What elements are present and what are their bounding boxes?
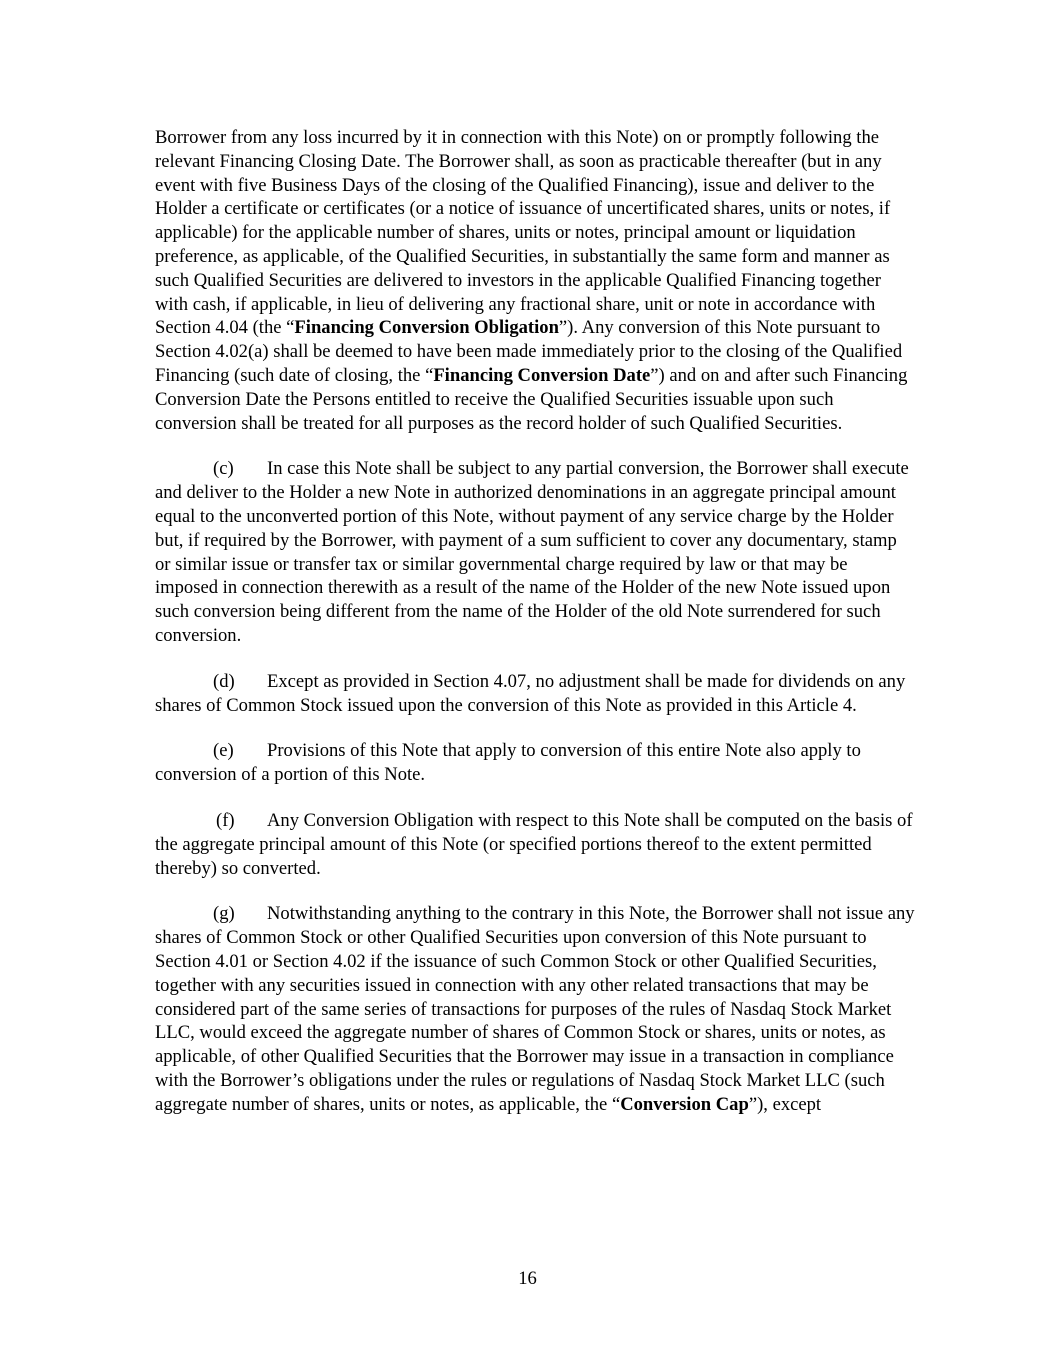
document-body <box>155 126 915 1138</box>
paragraph-text: ”). Any conversion of this Note pursuant to Section 4.02(a) shall be deemed to have been made immediately prior to the closing of the Qualified Financing (such date of closing, the “ <box>155 317 903 386</box>
paragraph-continuation <box>155 126 915 435</box>
paragraph-text: In case this Note shall be subject to any partial conversion, the Borrower shall execute and deliver to the Holder a new Note in authorized denominations in an aggregate principal amount equal to the unconverted portion of this Note, without payment of any service charge by the Holder but, if required by the Borrower, with payment of a sum sufficient to cover any documentary, stamp or similar issue or transfer tax or similar governmental charge required by law or that may be imposed in connection therewith as a result of the name of the Holder of the new Note issued upon such conversion being different from the name of the Holder of the old Note surrendered for such conversion. <box>155 458 909 646</box>
clause-label-g: (g) <box>213 903 235 925</box>
paragraph-text: Borrower from any loss incurred by it in connection with this Note) on or promptly following the relevant Financing Closing Date. The Borrower shall, as soon as practicable thereafter (but in any event with five Business Days of the closing of the Qualified Financing), issue and deliver to the Holder a certificate or certificates (or a notice of issuance of uncertificated shares, units or notes, if applicable) for the applicable number of shares, units or notes, principal amount or liquidation preference, as applicable, of the Qualified Securities, in substantially the same form and manner as such Qualified Securities are delivered to investors in the applicable Qualified Financing together with cash, if applicable, in lieu of delivering any fractional share, unit or note in accordance with Section 4.04 (the “ <box>155 127 891 339</box>
page-number: 16 <box>518 1268 537 1289</box>
paragraph-text: Any Conversion Obligation with respect to this Note shall be computed on the basis of the aggregate principal amount of this Note (or specified portions thereof to the extent permitted thereby) so converted. <box>155 809 913 879</box>
paragraph-g <box>155 902 915 1116</box>
clause-label-c: (c) <box>213 458 234 480</box>
paragraph-text: Provisions of this Note that apply to conversion of this entire Note also apply to conversion of a portion of this Note. <box>155 740 861 786</box>
defined-term-financing-conversion-date: Financing Conversion Date <box>433 364 651 386</box>
paragraph-c <box>155 457 915 647</box>
paragraph-d <box>155 670 915 718</box>
paragraph-text: ”) and on and after such Financing Conversion Date the Persons entitled to receive the Qualified Securities issuable upon such conversion shall be treated for all purposes as the record holder of such Qualified Securities. <box>155 364 908 434</box>
paragraph-text: Notwithstanding anything to the contrary in this Note, the Borrower shall not issue any shares of Common Stock or other Qualified Securities upon conversion of this Note pursuant to Section 4.01 or Section 4.02 if the issuance of such Common Stock or other Qualified Securities, together with any securities issued in connection with any other related transactions that may be considered part of the same series of transactions for purposes of the rules of Nasdaq Stock Market LLC, would exceed the aggregate number of shares of Common Stock or shares, units or notes, as applicable, of other Qualified Securities that the Borrower may issue in a transaction in compliance with the Borrower’s obligations under the rules or regulations of Nasdaq Stock Market LLC (such aggregate number of shares, units or notes, as applicable, the “ <box>155 903 915 1115</box>
defined-term-financing-conversion-obligation: Financing Conversion Obligation <box>294 317 559 339</box>
clause-label-e: (e) <box>213 740 234 762</box>
clause-label-f: (f) <box>216 809 235 831</box>
paragraph-f <box>155 809 915 880</box>
paragraph-e <box>155 739 915 787</box>
defined-term-conversion-cap: Conversion Cap <box>620 1093 749 1115</box>
paragraph-text: Except as provided in Section 4.07, no adjustment shall be made for dividends on any shares of Common Stock issued upon the conversion of this Note as provided in this Article 4. <box>155 670 906 716</box>
paragraph-text: ”), except <box>748 1093 822 1115</box>
clause-label-d: (d) <box>213 670 235 692</box>
